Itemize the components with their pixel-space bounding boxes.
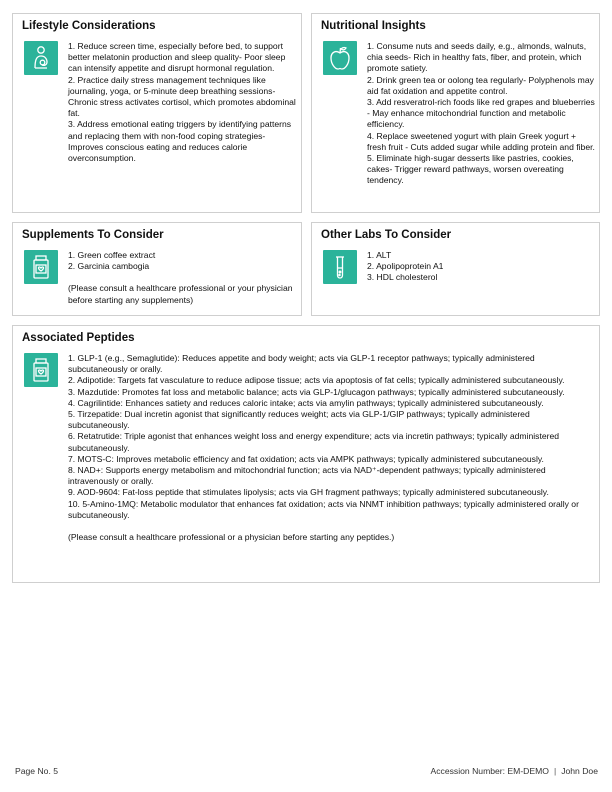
labs-title: Other Labs To Consider [321, 229, 452, 241]
list-item: 1. Consume nuts and seeds daily, e.g., almonds, walnuts, chia seeds- Rich in healthy fats, fiber, and protein, which promote satiety. [367, 41, 587, 74]
lifestyle-list [68, 41, 298, 164]
list-item: 4. Replace sweetened yogurt with plain Greek yogurt + fresh fruit - Cuts added sugar while adding protein and fiber. [367, 130, 595, 152]
list-item: 3. Mazdutide: Promotes fat loss and metabolic balance; acts via GLP-1/glucagon pathways; typically administered subcutaneously. [68, 386, 565, 397]
peptides-card [12, 325, 600, 583]
lifestyle-title: Lifestyle Considerations [22, 20, 156, 32]
list-item: 3. HDL cholesterol [367, 272, 438, 283]
peptides-title: Associated Peptides [22, 332, 135, 344]
footer-right [431, 766, 598, 776]
supplements-card [12, 222, 302, 316]
list-item: 5. Eliminate high-sugar desserts like pastries, cookies, cakes- Trigger reward pathways, worsen overeating tendency. [367, 153, 574, 186]
list-item: 4. Cagrilintide: Enhances satiety and reduces caloric intake; acts via amylin pathways; typically administered subcutaneously. [68, 397, 544, 408]
list-item: 2. Garcinia cambogia [68, 261, 150, 272]
labs-list [367, 250, 596, 284]
supplements-list [68, 250, 298, 306]
lifestyle-card [12, 13, 302, 213]
patient-name: John Doe [561, 766, 598, 776]
nutrition-card [311, 13, 600, 213]
nutrition-title: Nutritional Insights [321, 20, 426, 32]
list-item: 3. Address emotional eating triggers by identifying patterns and replacing them with non-food coping strategies- Improves conscious eating and reduces calorie overconsumption. [68, 119, 292, 164]
test-tube-icon [323, 250, 357, 284]
peptide-bottle-icon [24, 353, 58, 387]
list-item: 1. GLP-1 (e.g., Semaglutide): Reduces appetite and body weight; acts via GLP-1 receptor pathways; typically administered subcutaneously or orally. [68, 353, 535, 375]
list-item: 1. ALT [367, 250, 392, 260]
list-item: 3. Add resveratrol-rich foods like red grapes and blueberries - May enhance mitochondrial function and metabolic efficiency. [367, 97, 595, 130]
page-number: Page No. 5 [15, 766, 58, 776]
list-item: 10. 5-Amino-1MQ: Metabolic modulator that enhances fat oxidation; acts via NNMT inhibition pathways; typically administered orally or subcutaneously. [68, 498, 579, 520]
supplements-title: Supplements To Consider [22, 229, 164, 241]
list-item: 1. Green coffee extract [68, 250, 156, 260]
peptides-list [68, 353, 593, 543]
labs-card [311, 222, 600, 316]
nutrition-list [367, 41, 596, 187]
peptides-note: (Please consult a healthcare professional or a physician before starting any peptides.) [68, 532, 395, 543]
list-item: 2. Apolipoprotein A1 [367, 261, 444, 272]
list-item: 5. Tirzepatide: Dual incretin agonist that significantly reduces weight; acts via GLP-1/GIP pathways; typically administered subcutaneously. [68, 409, 530, 431]
list-item: 7. MOTS-C: Improves metabolic efficiency and fat oxidation; acts via AMPK pathways; typically administered subcutaneously. [68, 453, 544, 464]
list-item: 1. Reduce screen time, especially before bed, to support better melatonin production and sleep quality- Poor sleep can intensify appetite and disrupt hormonal regulation. [68, 41, 286, 74]
supplements-note: (Please consult a healthcare professional or your physician before starting any supplements) [68, 283, 293, 305]
list-item: 2. Adipotide: Targets fat vasculature to reduce adipose tissue; acts via apoptosis of fat cells; typically administered subcutaneously. [68, 375, 565, 386]
footer-separator: | [553, 766, 557, 776]
list-item: 2. Practice daily stress management techniques like journaling, yoga, or 5-minute deep breathing sessions- Chronic stress activates cortisol, which promotes abdominal fat. [68, 74, 296, 119]
list-item: 8. NAD+: Supports energy metabolism and mitochondrial function; acts via NAD⁺-dependent pathways; typically administered intravenously or orally. [68, 465, 546, 487]
pregnant-person-icon [24, 41, 58, 75]
supplement-bottle-icon [24, 250, 58, 284]
accession-number: Accession Number: EM-DEMO [430, 766, 549, 776]
apple-icon [323, 41, 357, 75]
list-item: 9. AOD-9604: Fat-loss peptide that stimulates lipolysis; acts via GH fragment pathways; typically administered subcutaneously. [68, 487, 549, 498]
list-item: 2. Drink green tea or oolong tea regularly- Polyphenols may aid fat oxidation and appetite control. [367, 74, 594, 96]
list-item: 6. Retatrutide: Triple agonist that enhances weight loss and energy expenditure; acts via incretin pathways; typically administered subcutaneously. [68, 431, 560, 453]
